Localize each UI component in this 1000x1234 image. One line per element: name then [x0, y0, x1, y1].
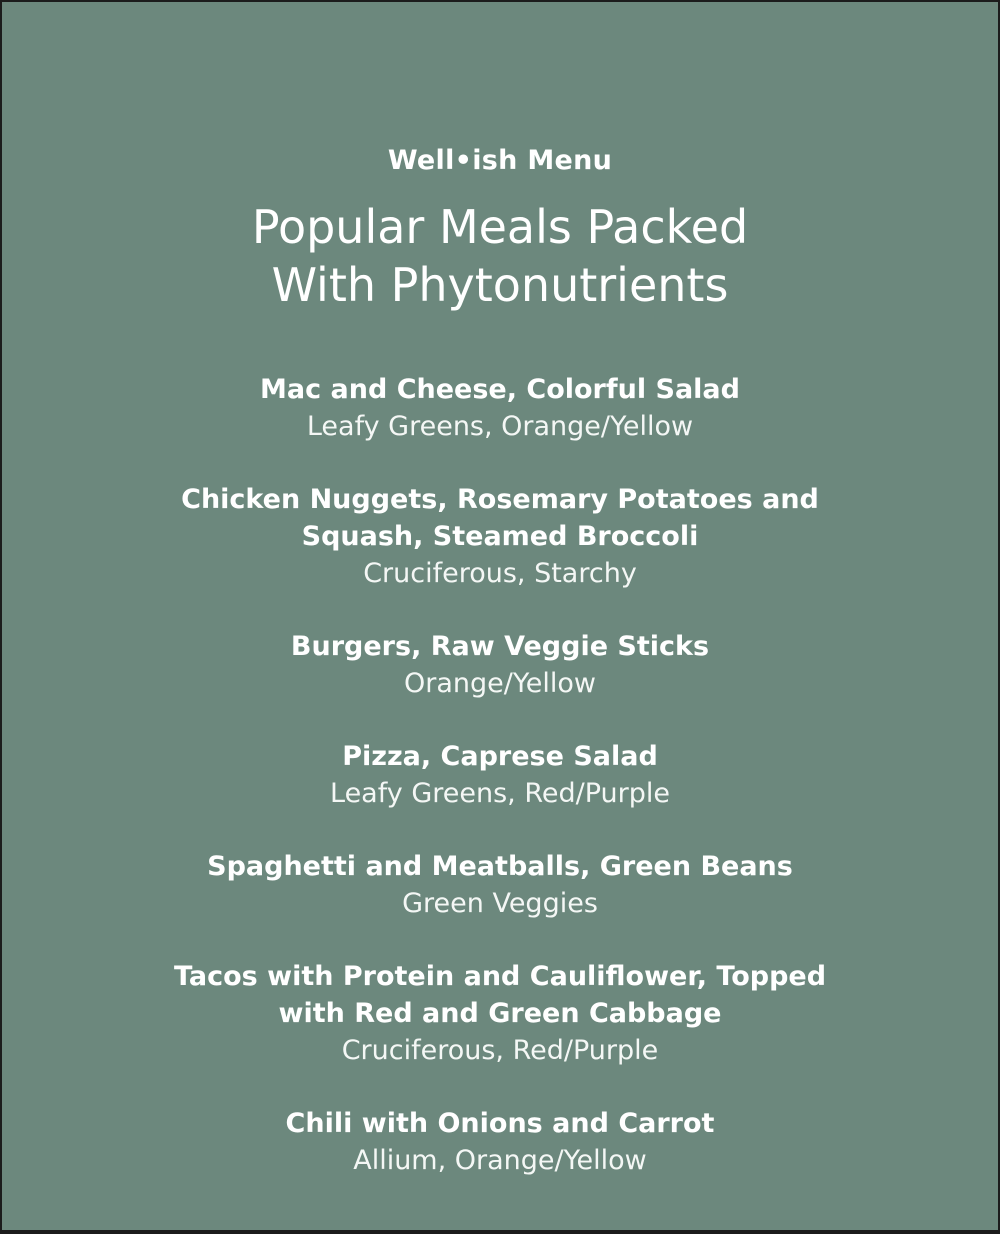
page-title	[2, 198, 998, 314]
meal-name-line: Squash, Steamed Broccoli	[301, 521, 699, 552]
meal-name-line: with Red and Green Cabbage	[278, 998, 722, 1029]
meal-item-tacos	[2, 958, 998, 1069]
meal-name-line: Pizza, Caprese Salad	[342, 741, 658, 772]
meal-phytonutrient-tags: Leafy Greens, Red/Purple	[330, 778, 670, 809]
meal-item-chicken-nuggets	[2, 481, 998, 592]
menu-card	[2, 2, 998, 1230]
meal-name	[2, 481, 998, 555]
brand-label: Well•ish Menu	[387, 145, 613, 176]
meal-item-pizza	[2, 738, 998, 812]
meal-name-line: Burgers, Raw Veggie Sticks	[290, 631, 710, 662]
meal-list	[2, 371, 998, 1215]
meal-name	[2, 958, 998, 1032]
meal-phytonutrient-tags: Leafy Greens, Orange/Yellow	[306, 411, 694, 442]
meal-item-spaghetti	[2, 848, 998, 922]
page-title-line-2: With Phytonutrients	[271, 258, 729, 312]
meal-name	[2, 848, 998, 885]
meal-item-burgers	[2, 628, 998, 702]
meal-name	[2, 738, 998, 775]
meal-name	[2, 1105, 998, 1142]
meal-name	[2, 371, 998, 408]
meal-item-chili	[2, 1105, 998, 1179]
meal-phytonutrient-tags: Allium, Orange/Yellow	[353, 1145, 647, 1176]
meal-name-line: Mac and Cheese, Colorful Salad	[260, 374, 740, 405]
meal-item-mac-and-cheese	[2, 371, 998, 445]
meal-phytonutrient-tags: Green Veggies	[402, 888, 598, 919]
meal-phytonutrient-tags: Orange/Yellow	[404, 668, 596, 699]
meal-name-line: Tacos with Protein and Cauliflower, Topped	[173, 961, 827, 992]
page-title-line-1: Popular Meals Packed	[251, 200, 749, 254]
meal-name-line: Chicken Nuggets, Rosemary Potatoes and	[181, 484, 819, 515]
meal-name	[2, 628, 998, 665]
meal-phytonutrient-tags: Cruciferous, Starchy	[363, 558, 637, 589]
meal-name-line: Spaghetti and Meatballs, Green Beans	[207, 851, 793, 882]
meal-name-line: Chili with Onions and Carrot	[285, 1108, 715, 1139]
meal-phytonutrient-tags: Cruciferous, Red/Purple	[341, 1035, 659, 1066]
